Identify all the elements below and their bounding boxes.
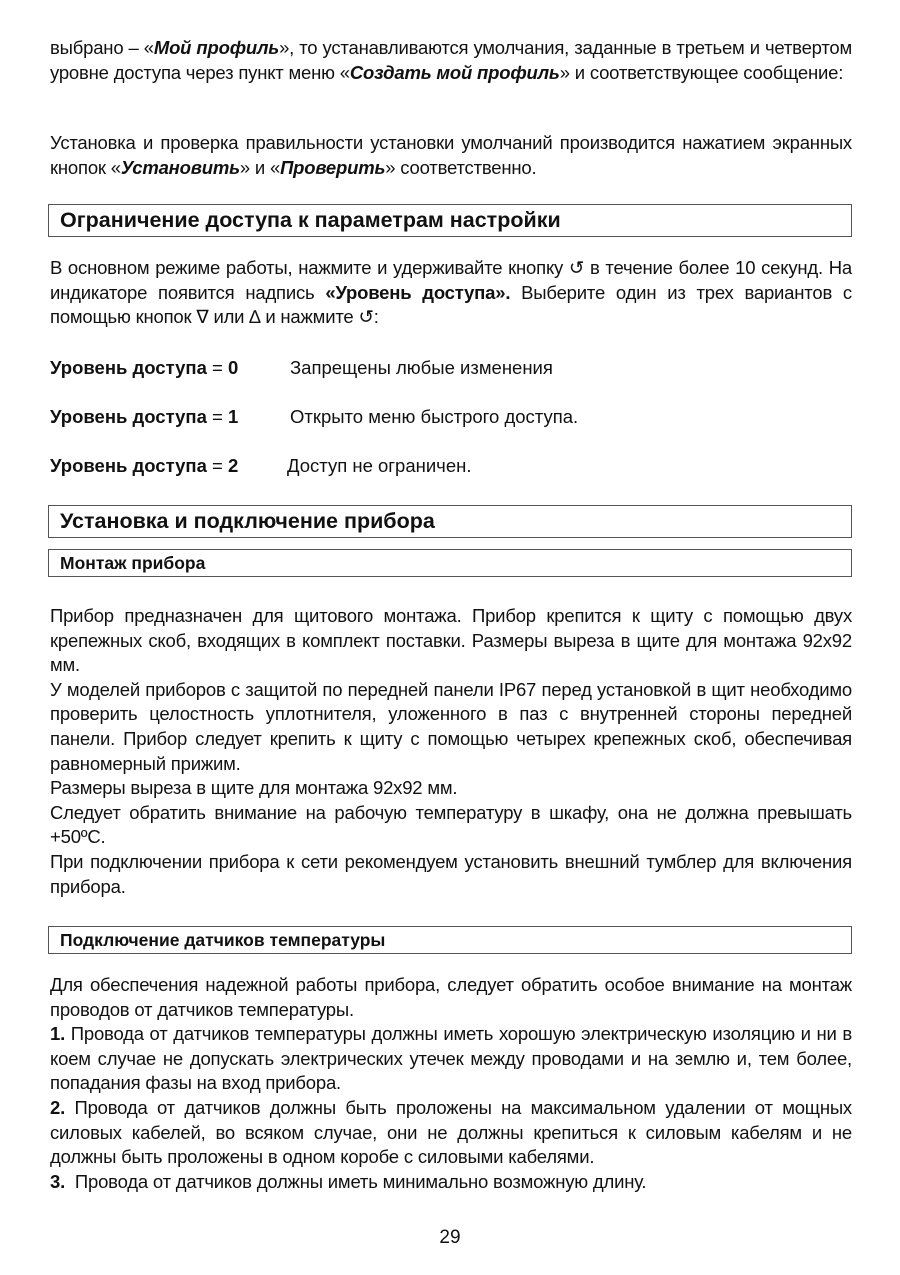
up-triangle-icon: ∆ bbox=[249, 306, 261, 328]
text: » соответственно. bbox=[385, 156, 537, 178]
access-level-row bbox=[50, 455, 472, 477]
mount-paragraph: При подключении прибора к сети рекомендуем установить внешний тумблер для включения прибора. bbox=[50, 850, 852, 897]
emphasis-access-level: «Уровень доступа». bbox=[325, 281, 511, 303]
emphasis-install: Установить bbox=[120, 156, 240, 178]
level-label: Уровень доступа bbox=[50, 455, 207, 476]
item-number: 3. bbox=[50, 1170, 66, 1192]
subsection-heading-mount bbox=[48, 549, 852, 577]
section-title: Установка и подключение прибора bbox=[60, 509, 435, 533]
emphasis-check: Проверить bbox=[280, 156, 386, 178]
item-text: Провода от датчиков должны быть проложены на максимальном удалении от мощных силовых кабелей, во всяком случае, они не должны крепиться к силовым кабелям и не должны быть проложены в одном коробе с силовыми кабелями. bbox=[50, 1096, 852, 1168]
cycle-icon: ↺ bbox=[568, 257, 585, 278]
subsection-heading-sensors bbox=[48, 926, 852, 954]
text: выбрано – « bbox=[50, 37, 154, 58]
mount-text bbox=[50, 604, 852, 899]
level-description: Доступ не ограничен. bbox=[287, 455, 472, 476]
mount-paragraph: У моделей приборов с защитой по передней панели IP67 перед установкой в щит необходимо проверить целостность уплотнителя, уложенного в паз с внутренней стороны передней панели. Прибор следует крепить к щиту с помощью четырех крепежных скоб, обеспечивая равномерный прижим. bbox=[50, 678, 852, 774]
section-heading-install bbox=[48, 505, 852, 538]
item-number: 1. bbox=[50, 1023, 66, 1045]
sensors-item bbox=[50, 1022, 852, 1096]
text: » и соответствующее сообщение: bbox=[559, 61, 844, 83]
sensors-item bbox=[50, 1170, 852, 1195]
equals-sign: = bbox=[206, 455, 228, 476]
access-level-row bbox=[50, 357, 553, 379]
level-description: Запрещены любые изменения bbox=[290, 357, 553, 378]
access-level-row bbox=[50, 406, 579, 428]
level-description: Открыто меню быстрого доступа. bbox=[290, 406, 579, 427]
mount-paragraph: Прибор предназначен для щитового монтажа. Прибор крепится к щиту с помощью двух крепежных скоб, входящих в комплект поставки. Размеры выреза в щите для монтажа 92х92 мм. bbox=[50, 605, 852, 676]
level-label: Уровень доступа bbox=[50, 406, 207, 427]
level-value: 2 bbox=[227, 455, 239, 476]
text: » и « bbox=[239, 156, 281, 178]
equals-sign: = bbox=[206, 406, 228, 427]
text: В основном режиме работы, нажмите и удерживайте кнопку bbox=[50, 257, 569, 278]
cycle-icon: ↺ bbox=[358, 306, 374, 328]
emphasis-create-profile: Создать мой профиль bbox=[349, 61, 560, 83]
text: и нажмите bbox=[260, 306, 359, 328]
page-number: 29 bbox=[439, 1227, 461, 1248]
item-text: Провода от датчиков температуры должны иметь хорошую электрическую изоляцию и ни в коем случае не допускать электрических утечек между проводами и на землю и, тем более, попадания фазы на вход прибора. bbox=[50, 1023, 852, 1094]
level-value: 0 bbox=[227, 357, 239, 378]
item-number: 2. bbox=[50, 1096, 66, 1118]
subsection-title: Монтаж прибора bbox=[60, 553, 206, 573]
intro-paragraph-defaults bbox=[50, 131, 852, 180]
mount-paragraph: Следует обратить внимание на рабочую температуру в шкафу, она не должна превышать +50ºС. bbox=[50, 801, 852, 848]
text: или bbox=[208, 306, 250, 328]
sensors-item bbox=[50, 1096, 852, 1170]
sensors-text bbox=[50, 973, 852, 1194]
sensors-intro: Для обеспечения надежной работы прибора, следует обратить особое внимание на монтаж проводов от датчиков температуры. bbox=[50, 974, 852, 1020]
level-label: Уровень доступа bbox=[50, 357, 207, 378]
section-title: Ограничение доступа к параметрам настройки bbox=[60, 208, 561, 232]
text: », то устанавливаются умолчания, заданные в третьем и четвертом уровне доступа через пункт меню « bbox=[50, 37, 853, 83]
level-value: 1 bbox=[227, 406, 239, 427]
subsection-title: Подключение датчиков температуры bbox=[60, 930, 386, 950]
text: : bbox=[373, 306, 379, 328]
down-triangle-icon: ∇ bbox=[196, 306, 209, 328]
mount-paragraph: Размеры выреза в щите для монтажа 92х92 мм. bbox=[50, 777, 458, 799]
section-heading-access bbox=[48, 204, 852, 237]
equals-sign: = bbox=[206, 357, 228, 378]
intro-paragraph-profile bbox=[50, 36, 852, 85]
text: Выберите один из трех вариантов с помощью кнопок bbox=[50, 281, 852, 328]
text: Установка и проверка правильности установки умолчаний производится нажатием экранных кнопок « bbox=[50, 132, 852, 178]
access-paragraph bbox=[50, 256, 852, 330]
item-text: Провода от датчиков должны иметь минимально возможную длину. bbox=[65, 1170, 647, 1192]
emphasis-my-profile: Мой профиль bbox=[153, 37, 280, 58]
text: в течение более 10 секунд. На индикаторе появится надпись bbox=[50, 257, 852, 303]
